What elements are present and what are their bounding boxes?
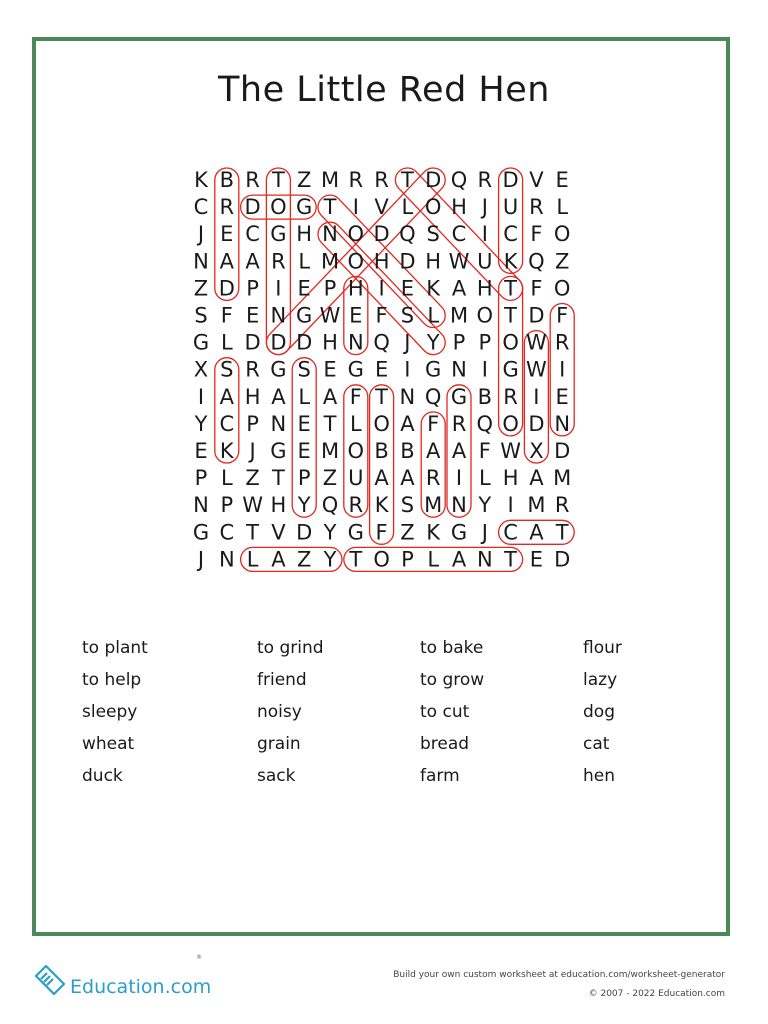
grid-letter: I — [507, 493, 514, 518]
grid-letter: A — [451, 547, 467, 572]
grid-letter: O — [553, 222, 571, 247]
grid-letter: Y — [478, 493, 492, 518]
grid-letter: K — [426, 520, 441, 545]
grid-letter: A — [451, 276, 467, 301]
grid-letter: K — [194, 168, 208, 192]
grid-letter: J — [249, 439, 256, 463]
grid-letter: R — [348, 493, 364, 518]
grid-letter: C — [245, 222, 260, 247]
word-list-item: sleepy — [82, 702, 138, 722]
grid-letter: E — [374, 357, 389, 382]
grid-letter: L — [427, 303, 440, 328]
grid-letter: D — [554, 547, 571, 572]
registered-mark: ® — [196, 954, 202, 961]
grid-letter: E — [297, 411, 311, 436]
grid-letter: M — [320, 439, 340, 463]
grid-letter: S — [194, 303, 208, 328]
grid-letter: A — [400, 466, 415, 491]
grid-letter: G — [347, 520, 364, 545]
grid-letter: E — [529, 547, 544, 572]
word-list-item: to grow — [420, 670, 485, 690]
grid-letter: M — [320, 168, 340, 192]
grid-letter: U — [477, 249, 493, 274]
grid-letter: K — [374, 493, 389, 518]
grid-letter: Q — [373, 330, 390, 355]
grid-letter: I — [533, 384, 540, 409]
grid-letter: H — [322, 330, 338, 355]
word-list-item: to cut — [420, 702, 470, 722]
grid-letter: Q — [476, 411, 494, 436]
grid-letter: G — [270, 439, 287, 463]
grid-letter: D — [554, 439, 571, 463]
grid-letter: P — [452, 330, 466, 355]
grid-letter: P — [297, 466, 311, 491]
grid-letter: I — [481, 357, 488, 382]
grid-letter: R — [503, 384, 518, 409]
grid-letter: R — [425, 466, 441, 491]
grid-letter: R — [374, 168, 389, 192]
grid-letter: R — [451, 411, 467, 436]
grid-letter: L — [220, 466, 233, 491]
grid-letter: D — [502, 168, 519, 192]
grid-letter: Q — [528, 249, 545, 274]
grid-letter: Y — [323, 547, 337, 572]
grid-letter: I — [275, 276, 282, 301]
grid-letter: J — [404, 330, 411, 355]
grid-letter: W — [526, 330, 547, 355]
grid-letter: R — [219, 195, 235, 220]
grid-letter: S — [400, 493, 415, 518]
grid-letter: T — [504, 547, 518, 572]
grid-letter: Z — [322, 466, 338, 491]
word-list-item: to help — [82, 670, 142, 690]
grid-letter: H — [425, 249, 442, 274]
grid-letter: J — [481, 195, 488, 220]
grid-letter: F — [375, 520, 388, 545]
grid-letter: D — [425, 168, 442, 192]
grid-letter: L — [401, 195, 414, 220]
grid-letter: V — [374, 195, 389, 220]
word-list-item: to bake — [420, 638, 484, 658]
grid-letter: P — [246, 276, 259, 301]
grid-letter: E — [349, 303, 363, 328]
grid-letter: H — [270, 493, 287, 518]
grid-letter: O — [553, 276, 571, 301]
grid-letter: F — [427, 411, 440, 436]
grid-letter: K — [503, 249, 518, 274]
grid-letter: E — [194, 439, 208, 463]
grid-letter: C — [193, 195, 209, 220]
word-list-column-1 — [82, 632, 232, 792]
grid-letter: F — [220, 303, 233, 328]
grid-letter: I — [559, 357, 566, 382]
grid-letter: L — [556, 195, 569, 220]
grid-letter: A — [400, 411, 415, 436]
grid-letter: Y — [426, 330, 440, 355]
grid-letter: S — [220, 357, 234, 382]
grid-letter: U — [348, 466, 364, 491]
grid-letter: Z — [555, 249, 570, 274]
grid-letter: N — [270, 411, 287, 436]
grid-letter: P — [246, 411, 259, 436]
grid-letter: N — [193, 249, 209, 274]
grid-letter: M — [553, 466, 572, 491]
grid-letter: D — [296, 330, 313, 355]
grid-letter: I — [481, 222, 488, 247]
word-list-item: lazy — [583, 670, 618, 690]
word-list-column-2 — [257, 632, 407, 792]
grid-letter: T — [504, 303, 518, 328]
word-list-item: sack — [257, 766, 296, 786]
grid-letter: W — [448, 249, 470, 274]
grid-letter: F — [349, 384, 362, 409]
grid-letter: G — [192, 330, 210, 355]
grid-letter: Z — [400, 520, 415, 545]
grid-letter: O — [347, 249, 365, 274]
grid-letter: B — [374, 439, 389, 463]
grid-letter: H — [244, 384, 261, 409]
grid-letter: N — [218, 547, 235, 572]
grid-letter: I — [197, 384, 205, 409]
grid-letter: L — [298, 384, 311, 409]
grid-letter: T — [246, 520, 260, 545]
grid-letter: V — [529, 168, 544, 192]
grid-letter: G — [450, 520, 468, 545]
grid-letter: O — [373, 411, 390, 436]
grid-letter: R — [348, 168, 364, 192]
word-list-item: to grind — [257, 638, 324, 658]
grid-letter: J — [197, 547, 205, 572]
grid-letter: E — [400, 276, 415, 301]
grid-letter: C — [503, 520, 518, 545]
word-list-item: to plant — [82, 638, 148, 658]
grid-letter: D — [373, 222, 390, 247]
grid-letter: T — [349, 547, 363, 572]
grid-letter: V — [271, 520, 286, 545]
grid-letter: D — [218, 276, 235, 301]
grid-letter: F — [530, 276, 543, 301]
grid-letter: D — [399, 249, 416, 274]
grid-letter: G — [296, 303, 313, 328]
grid-letter: A — [322, 384, 338, 409]
grid-letter: Z — [297, 168, 312, 192]
grid-letter: H — [451, 195, 467, 220]
grid-letter: T — [271, 466, 285, 491]
grid-letter: X — [193, 357, 209, 382]
grid-letter: N — [476, 547, 493, 572]
grid-letter: A — [374, 466, 389, 491]
grid-letter: O — [270, 195, 287, 220]
grid-letter: L — [349, 411, 362, 436]
grid-letter: M — [527, 493, 546, 518]
grid-letter: O — [347, 439, 365, 463]
grid-letter: Q — [424, 384, 442, 409]
grid-letter: P — [220, 493, 234, 518]
grid-letter: F — [556, 303, 569, 328]
grid-letter: O — [502, 330, 519, 355]
grid-letter: O — [373, 547, 390, 572]
grid-letter: N — [347, 330, 364, 355]
word-list-item: friend — [257, 670, 307, 690]
grid-letter: G — [192, 520, 210, 545]
grid-letter: Y — [297, 493, 311, 518]
grid-letter: Q — [321, 493, 339, 518]
grid-letter: K — [426, 276, 441, 301]
grid-letter: Q — [399, 222, 416, 247]
education-logo-icon — [32, 962, 68, 998]
word-list-item: dog — [583, 702, 615, 722]
word-list-item: bread — [420, 734, 470, 754]
grid-letter: L — [246, 547, 259, 572]
grid-letter: N — [554, 411, 571, 436]
grid-letter: Z — [297, 547, 312, 572]
grid-letter: O — [347, 222, 365, 247]
word-list-item: wheat — [82, 734, 135, 754]
grid-letter: A — [245, 249, 260, 274]
grid-letter: T — [271, 168, 285, 192]
footer-worksheet-generator[interactable]: Build your own custom worksheet at education.com/worksheet-generator — [393, 970, 725, 980]
grid-letter: O — [502, 411, 519, 436]
grid-letter: C — [219, 520, 235, 545]
grid-letter: L — [427, 547, 440, 572]
grid-letter: S — [400, 303, 415, 328]
grid-letter: P — [401, 547, 414, 572]
grid-letter: L — [478, 466, 491, 491]
grid-letter: G — [296, 195, 313, 220]
education-logo-text[interactable]: Education.com — [70, 976, 212, 998]
grid-letter: A — [271, 384, 286, 409]
grid-letter: B — [219, 168, 235, 192]
grid-letter: P — [478, 330, 492, 355]
grid-letter: G — [425, 357, 442, 382]
word-list-item: grain — [257, 734, 301, 754]
grid-letter: A — [529, 520, 544, 545]
grid-letter: G — [502, 357, 519, 382]
grid-letter: N — [270, 303, 287, 328]
grid-letter: E — [245, 303, 260, 328]
grid-letter: F — [530, 222, 543, 247]
word-list-column-3 — [420, 632, 570, 792]
grid-letter: X — [529, 439, 544, 463]
grid-letter: E — [323, 357, 337, 382]
grid-letter: R — [245, 168, 260, 192]
found-word-outlines — [215, 163, 574, 571]
grid-letter: E — [220, 222, 234, 247]
grid-letter: H — [502, 466, 519, 491]
word-list-item: duck — [82, 766, 123, 786]
grid-letter: G — [270, 357, 287, 382]
grid-letter: T — [504, 276, 518, 301]
grid-letter: D — [270, 330, 287, 355]
grid-letter: H — [476, 276, 493, 301]
grid-letter: B — [400, 439, 415, 463]
grid-letter: O — [424, 195, 442, 220]
grid-letter: I — [404, 357, 411, 382]
grid-letter: H — [347, 276, 364, 301]
word-list-item: flour — [583, 638, 622, 658]
grid-letter: M — [449, 303, 469, 328]
grid-letter: F — [478, 439, 491, 463]
grid-letter: B — [477, 384, 493, 409]
grid-letter: K — [219, 439, 234, 463]
grid-letter: Z — [193, 276, 209, 301]
grid-letter: W — [242, 493, 263, 518]
grid-letter: R — [271, 249, 286, 274]
grid-letter: G — [270, 222, 287, 247]
word-list-item: farm — [420, 766, 460, 786]
word-list-item: hen — [583, 766, 616, 786]
grid-letter: F — [375, 303, 388, 328]
grid-letter: C — [503, 222, 518, 247]
grid-letter: Q — [450, 168, 468, 192]
grid-letter: M — [320, 249, 340, 274]
grid-letter: R — [554, 330, 570, 355]
grid-letter: D — [528, 411, 545, 436]
grid-letter: A — [529, 466, 544, 491]
grid-letter: E — [297, 276, 311, 301]
grid-letter: D — [244, 195, 261, 220]
grid-letter: D — [296, 520, 313, 545]
worksheet-title: The Little Red Hen — [218, 70, 550, 110]
grid-letter: A — [451, 439, 467, 463]
footer-copyright: © 2007 - 2022 Education.com — [588, 989, 725, 999]
grid-letter: L — [298, 249, 311, 274]
grid-letter: W — [319, 303, 341, 328]
word-list-item: noisy — [257, 702, 302, 722]
grid-letter: M — [424, 493, 443, 518]
grid-letter: A — [426, 439, 441, 463]
grid-letter: S — [426, 222, 440, 247]
grid-letter: W — [526, 357, 547, 382]
word-list-item: cat — [583, 734, 610, 754]
grid-letter: T — [400, 168, 414, 192]
grid-letter: P — [323, 276, 337, 301]
grid-letter: N — [193, 493, 209, 518]
grid-letter: E — [297, 439, 311, 463]
grid-letter: J — [481, 520, 488, 545]
grid-letter: W — [500, 439, 521, 463]
grid-letter: D — [528, 303, 545, 328]
grid-letter: T — [555, 520, 569, 545]
grid-letter: Y — [323, 520, 337, 545]
grid-letter: T — [323, 411, 337, 436]
grid-letter: C — [451, 222, 467, 247]
grid-letter: J — [197, 222, 205, 247]
grid-letter: N — [399, 384, 416, 409]
grid-letter: S — [297, 357, 311, 382]
grid-letter: P — [194, 466, 208, 491]
grid-letter: R — [554, 493, 570, 518]
grid-letter: I — [378, 276, 385, 301]
grid-letter: G — [450, 384, 468, 409]
grid-letter: L — [220, 330, 233, 355]
grid-letter: A — [219, 384, 234, 409]
grid-letter: N — [451, 493, 467, 518]
grid-letter: G — [347, 357, 364, 382]
word-list — [82, 632, 682, 802]
grid-letter: A — [219, 249, 234, 274]
grid-letter: A — [271, 547, 286, 572]
grid-letter: R — [477, 168, 493, 192]
grid-letter: U — [502, 195, 519, 220]
grid-letters — [193, 168, 571, 571]
grid-letter: Z — [245, 466, 260, 491]
grid-letter: T — [323, 195, 337, 220]
grid-letter: E — [555, 384, 569, 409]
grid-letter: H — [296, 222, 313, 247]
grid-letter: O — [476, 303, 494, 328]
grid-letter: N — [322, 222, 338, 247]
grid-letter: R — [245, 357, 260, 382]
grid-letter: N — [451, 357, 467, 382]
grid-letter: Y — [194, 411, 208, 436]
grid-letter: I — [352, 195, 359, 220]
grid-letter: H — [373, 249, 390, 274]
grid-letter: T — [375, 384, 389, 409]
grid-letter: E — [555, 168, 569, 192]
word-list-column-4 — [583, 632, 733, 792]
grid-letter: C — [219, 411, 235, 436]
grid-letter: I — [455, 466, 463, 491]
grid-letter: R — [529, 195, 544, 220]
grid-letter: D — [244, 330, 261, 355]
